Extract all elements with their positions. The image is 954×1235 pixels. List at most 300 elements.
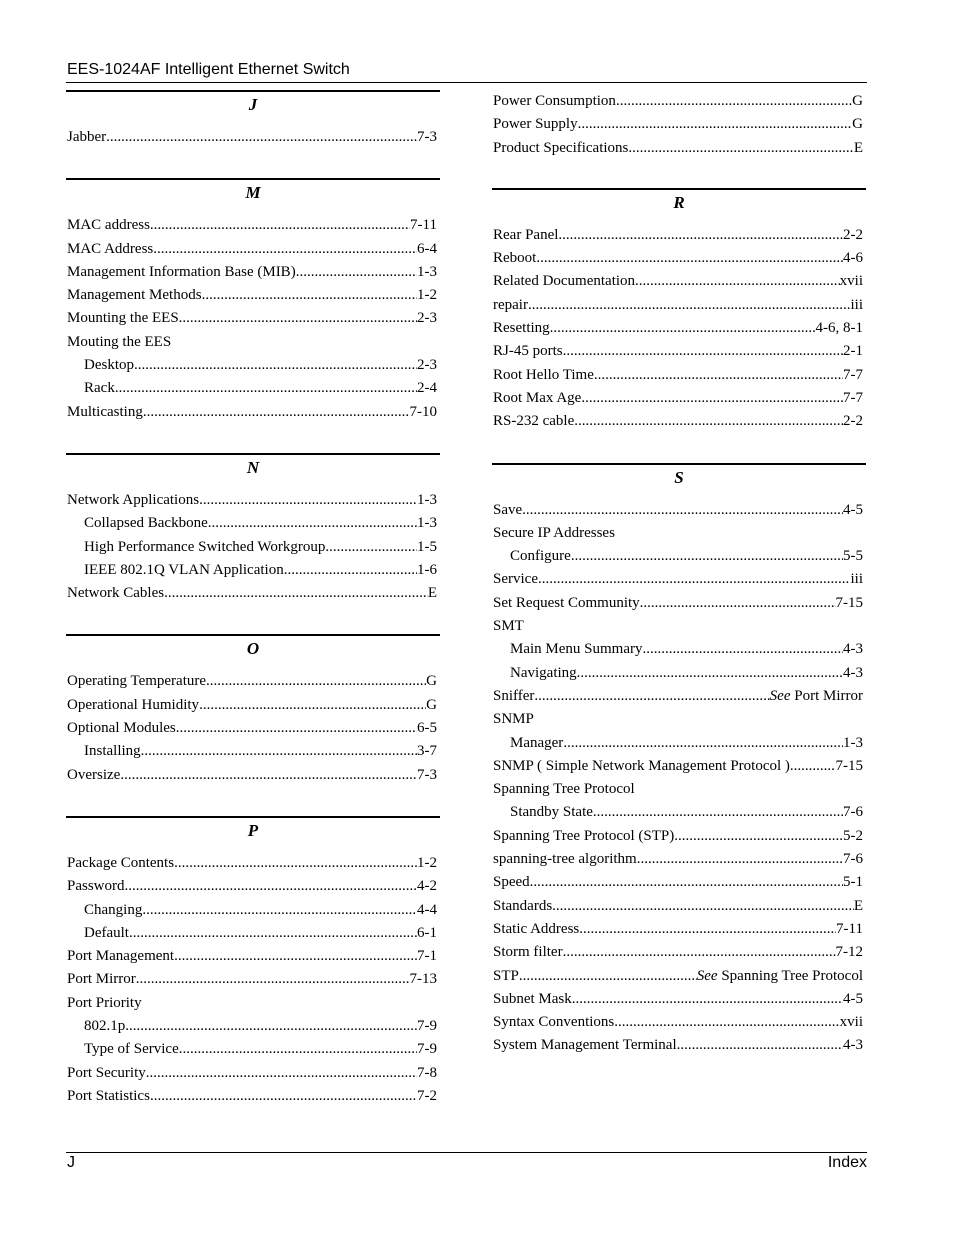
index-entry — [492, 1011, 866, 1034]
page-number: 7-8 — [417, 1064, 437, 1081]
index-entry — [492, 895, 866, 918]
dot-leader — [143, 401, 410, 424]
page-number: 1-5 — [417, 538, 437, 555]
page-number: 6-5 — [417, 720, 437, 737]
page-number: 7-3 — [417, 766, 437, 783]
index-column-left — [66, 90, 440, 1137]
index-entry — [66, 489, 440, 512]
index-entry — [492, 708, 866, 731]
page-number: 7-11 — [836, 920, 863, 937]
index-entry — [492, 568, 866, 591]
page-number: 5-2 — [843, 827, 863, 844]
index-entry — [492, 137, 866, 160]
index-term: Password — [67, 878, 125, 895]
index-page-reference — [417, 1015, 437, 1038]
index-page-reference — [417, 1062, 437, 1085]
page-number: 7-1 — [417, 948, 437, 965]
dot-leader — [558, 224, 843, 247]
dot-leader — [581, 387, 843, 410]
index-page-reference — [417, 512, 437, 535]
index-page-reference — [843, 801, 863, 824]
index-page-reference — [843, 638, 863, 661]
page-number: 7-15 — [835, 594, 863, 611]
index-page-reference — [417, 852, 437, 875]
index-page-reference — [426, 694, 437, 717]
index-page-reference — [843, 825, 863, 848]
see-reference-label: See — [696, 967, 718, 984]
dot-leader — [674, 825, 843, 848]
index-term: Mouting the EES — [67, 333, 172, 350]
dot-leader — [125, 875, 417, 898]
index-entry — [492, 755, 866, 778]
page-number: 7-11 — [410, 217, 437, 234]
index-subentry — [66, 1015, 440, 1038]
index-entry — [492, 848, 866, 871]
index-term: Multicasting — [67, 403, 143, 420]
index-term: Main Menu Summary — [510, 641, 643, 658]
index-page-reference — [417, 559, 437, 582]
index-term: SNMP — [493, 711, 534, 728]
page-number: 5-1 — [843, 874, 863, 891]
page-number: 7-2 — [417, 1087, 437, 1104]
index-entry — [66, 945, 440, 968]
index-term: Management Methods — [67, 287, 202, 304]
index-subentry — [66, 512, 440, 535]
dot-leader — [640, 592, 836, 615]
section-letter-heading: J — [248, 95, 258, 114]
index-entry — [492, 224, 866, 247]
index-term: STP — [493, 967, 519, 984]
index-entry — [66, 582, 440, 605]
dot-leader — [174, 852, 417, 875]
index-entry — [492, 871, 866, 894]
dot-leader — [208, 512, 417, 535]
dot-leader — [146, 1062, 417, 1085]
index-page-reference — [843, 545, 863, 568]
dot-leader — [614, 1011, 839, 1034]
dot-leader — [628, 137, 853, 160]
index-subentry — [492, 662, 866, 685]
index-page-reference — [843, 988, 863, 1011]
index-term: Standards — [493, 897, 553, 914]
page-number: 1-3 — [843, 734, 863, 751]
page-number: 7-3 — [417, 129, 437, 145]
index-entry — [492, 941, 866, 964]
index-entry — [492, 685, 866, 708]
page-number: 2-1 — [843, 343, 863, 360]
index-page-reference — [843, 224, 863, 247]
page-number: 4-3 — [843, 664, 863, 681]
index-term: Subnet Mask — [493, 990, 572, 1007]
page-number: 4-5 — [843, 990, 863, 1007]
page-number: E — [853, 139, 863, 156]
footer-section-name: Index — [827, 1154, 867, 1171]
index-term: System Management Terminal — [493, 1037, 677, 1054]
index-entry — [492, 499, 866, 522]
index-entry — [66, 852, 440, 875]
page-number: iii — [850, 296, 863, 313]
dot-leader — [637, 848, 843, 871]
index-page-reference — [417, 307, 437, 330]
index-entry — [492, 113, 866, 136]
index-term: Default — [84, 924, 129, 941]
dot-leader — [538, 568, 851, 591]
index-entry — [66, 307, 440, 330]
page-number: 5-5 — [843, 548, 863, 565]
index-term: Network Cables — [67, 585, 165, 602]
index-term: Service — [493, 571, 538, 588]
dot-leader — [594, 364, 843, 387]
index-page-reference — [417, 261, 437, 284]
index-entry — [492, 1034, 866, 1057]
index-term: Navigating — [510, 664, 577, 681]
dot-leader — [179, 1038, 417, 1061]
index-term: Changing — [84, 901, 143, 918]
page-number: 4-3 — [843, 1037, 863, 1054]
dot-leader — [530, 871, 843, 894]
index-page-reference — [843, 340, 863, 363]
index-page-reference — [417, 899, 437, 922]
index-entry — [66, 214, 440, 237]
page-number: 7-13 — [409, 971, 437, 988]
index-entry — [492, 965, 866, 988]
dot-leader — [643, 638, 844, 661]
index-section — [66, 453, 440, 605]
index-term: Sniffer — [493, 687, 535, 704]
page-number: 7-9 — [417, 1041, 437, 1058]
index-page-reference — [417, 1085, 437, 1108]
index-entry — [66, 1085, 440, 1108]
dot-leader — [616, 90, 852, 113]
index-page-reference — [843, 662, 863, 685]
page-number: 7-10 — [409, 403, 437, 420]
index-page-reference — [816, 317, 864, 340]
index-entry — [66, 1062, 440, 1085]
index-page-reference — [428, 582, 437, 605]
index-entry — [66, 401, 440, 424]
index-term: Resetting — [493, 320, 550, 337]
dot-leader — [563, 340, 843, 363]
page-number: 1-3 — [417, 491, 437, 508]
index-entry — [492, 294, 866, 317]
index-entry — [66, 238, 440, 261]
footer-page-letter: J — [67, 1154, 75, 1171]
index-page-reference — [426, 670, 437, 693]
page-number: Spanning Tree Protocol — [721, 967, 863, 984]
dot-leader — [578, 113, 853, 136]
index-page-reference — [417, 1038, 437, 1061]
page-number: 7-7 — [843, 366, 863, 383]
index-term: Configure — [510, 548, 571, 565]
dot-leader — [563, 941, 836, 964]
dot-leader — [150, 214, 410, 237]
page-number: 2-3 — [417, 310, 437, 327]
dot-leader — [577, 662, 843, 685]
dot-leader — [563, 732, 843, 755]
index-page-reference — [840, 270, 863, 293]
page-number: 2-2 — [843, 413, 863, 430]
index-term: Syntax Conventions — [493, 1014, 615, 1031]
page-number: 1-3 — [417, 515, 437, 532]
index-page-reference — [836, 755, 864, 778]
index-page-reference — [417, 945, 437, 968]
dot-leader — [572, 988, 843, 1011]
index-page-reference — [843, 1034, 863, 1057]
index-page-reference — [843, 410, 863, 433]
index-term: Port Security — [67, 1064, 146, 1081]
index-page-reference — [854, 137, 863, 160]
index-page-reference — [417, 740, 437, 763]
dot-leader — [536, 247, 843, 270]
page-number: 4-5 — [843, 501, 863, 518]
index-term: Related Documentation — [493, 273, 636, 290]
dot-leader — [574, 410, 843, 433]
index-term: SMT — [493, 618, 524, 635]
index-page-reference — [843, 848, 863, 871]
index-entry — [492, 387, 866, 410]
index-term: MAC Address — [67, 240, 154, 257]
dot-leader — [206, 670, 426, 693]
page-number: xvii — [839, 1014, 863, 1031]
dot-leader — [141, 740, 417, 763]
index-page-reference — [697, 965, 863, 988]
index-entry — [492, 988, 866, 1011]
index-page-reference — [843, 364, 863, 387]
index-entry — [66, 284, 440, 307]
dot-leader — [284, 559, 417, 582]
index-page-reference — [843, 499, 863, 522]
dot-leader — [579, 918, 836, 941]
index-entry — [66, 968, 440, 991]
index-entry — [492, 270, 866, 293]
index-section — [492, 463, 866, 1058]
page-number: 3-7 — [417, 743, 437, 760]
index-term: IEEE 802.1Q VLAN Application — [84, 561, 284, 578]
index-section — [66, 178, 440, 424]
index-subentry — [66, 1038, 440, 1061]
index-entry — [492, 340, 866, 363]
index-subentry — [66, 922, 440, 945]
index-entry — [492, 410, 866, 433]
index-page-reference — [417, 284, 437, 307]
page-number: 7-6 — [843, 851, 863, 868]
index-entry — [492, 522, 866, 545]
index-subentry — [492, 732, 866, 755]
continued-entries — [492, 90, 866, 160]
see-reference-label: See — [769, 687, 791, 704]
index-entry — [66, 261, 440, 284]
index-term: Product Specifications — [493, 139, 629, 156]
index-term: Storm filter — [493, 944, 563, 961]
index-term: Manager — [510, 734, 564, 751]
dot-leader — [571, 545, 843, 568]
dot-leader — [790, 755, 836, 778]
page-number: 4-6 — [843, 250, 863, 267]
dot-leader — [134, 354, 417, 377]
page-number: 1-2 — [417, 854, 437, 871]
index-term: Package Contents — [67, 854, 175, 871]
index-term: Port Mirror — [67, 971, 136, 988]
index-entry — [492, 918, 866, 941]
index-section — [492, 188, 866, 434]
index-page-reference — [417, 717, 437, 740]
index-subentry — [66, 899, 440, 922]
index-term: Root Hello Time — [493, 366, 594, 383]
index-page-reference — [852, 90, 863, 113]
page-number: 6-4 — [417, 240, 437, 257]
index-term: Secure IP Addresses — [493, 524, 615, 541]
dot-leader — [552, 895, 854, 918]
dot-leader — [522, 499, 843, 522]
dot-leader — [534, 685, 769, 708]
index-term: Set Request Community — [493, 594, 640, 611]
index-term: MAC address — [67, 217, 150, 234]
section-letter-heading: O — [246, 639, 260, 659]
dot-leader — [199, 489, 417, 512]
index-term: repair — [493, 296, 528, 313]
dot-leader — [120, 764, 417, 787]
index-page-reference — [410, 214, 437, 237]
index-term: Collapsed Backbone — [84, 515, 208, 532]
index-term: Oversize — [67, 766, 121, 783]
index-term: Root Max Age — [493, 389, 582, 406]
dot-leader — [202, 284, 417, 307]
dot-leader — [164, 582, 428, 605]
index-entry — [492, 317, 866, 340]
page-number: G — [852, 116, 863, 133]
page-number: G — [426, 696, 437, 713]
index-entry — [492, 90, 866, 113]
index-page-reference — [843, 732, 863, 755]
page-number: iii — [850, 571, 863, 588]
index-term: Jabber — [67, 129, 107, 145]
index-page-reference — [410, 401, 438, 424]
index-entry — [66, 670, 440, 693]
index-term: Port Statistics — [67, 1087, 150, 1104]
page-number: 2-3 — [417, 357, 437, 374]
page-number: 7-15 — [835, 757, 863, 774]
index-term: Network Applications — [67, 491, 200, 508]
dot-leader — [129, 922, 417, 945]
index-term: Type of Service — [84, 1041, 179, 1058]
dot-leader — [153, 238, 417, 261]
dot-leader — [199, 694, 426, 717]
page-number: 2-2 — [843, 226, 863, 243]
index-term: Rear Panel — [493, 226, 559, 243]
index-term: RS-232 cable — [493, 413, 575, 430]
index-page-reference — [850, 568, 863, 591]
page-number: E — [853, 897, 863, 914]
document-header-title: EES-1024AF Intelligent Ethernet Switch — [67, 61, 350, 78]
index-term: Desktop — [84, 357, 134, 374]
page-number: 4-4 — [417, 901, 437, 918]
index-page-reference — [417, 354, 437, 377]
index-term: spanning-tree algorithm — [493, 851, 637, 868]
index-entry — [66, 875, 440, 898]
dot-leader — [125, 1015, 417, 1038]
index-term: Operating Temperature — [67, 673, 207, 690]
index-page-reference — [836, 941, 864, 964]
index-term: Optional Modules — [67, 720, 176, 737]
page-number: xvii — [839, 273, 863, 290]
page-number: 6-1 — [417, 924, 437, 941]
page-number: 7-9 — [417, 1018, 437, 1035]
index-term: Standby State — [510, 804, 593, 821]
page-number: 7-6 — [843, 804, 863, 821]
index-entry — [66, 126, 440, 149]
index-section — [66, 90, 440, 149]
section-letter-heading: P — [247, 820, 259, 840]
index-term: Rack — [84, 380, 115, 397]
page-number: G — [852, 93, 863, 109]
section-letter-heading: M — [245, 183, 261, 203]
page-number: 1-3 — [417, 263, 437, 280]
page-number: 4-2 — [417, 878, 437, 895]
index-term: Static Address — [493, 920, 580, 937]
dot-leader — [150, 1085, 417, 1108]
index-entry — [66, 331, 440, 354]
index-page-reference — [410, 968, 438, 991]
index-page-reference — [417, 922, 437, 945]
dot-leader — [325, 536, 417, 559]
index-page-reference — [417, 764, 437, 787]
index-page-reference — [770, 685, 863, 708]
index-term: Power Consumption — [493, 93, 616, 109]
index-term: Operational Humidity — [67, 696, 200, 713]
index-term: Spanning Tree Protocol — [493, 781, 635, 798]
dot-leader — [550, 317, 816, 340]
index-page-reference — [417, 489, 437, 512]
dot-leader — [174, 945, 417, 968]
dot-leader — [142, 899, 417, 922]
index-term: High Performance Switched Workgroup — [84, 538, 326, 555]
index-subentry — [66, 354, 440, 377]
index-page-reference — [417, 126, 437, 149]
dot-leader — [176, 717, 417, 740]
dot-leader — [519, 965, 697, 988]
index-subentry — [492, 545, 866, 568]
dot-leader — [106, 126, 417, 149]
index-page-reference — [854, 895, 863, 918]
index-page-reference — [417, 536, 437, 559]
index-term: Management Information Base (MIB) — [67, 263, 296, 280]
dot-leader — [593, 801, 843, 824]
index-term: Mounting the EES — [67, 310, 179, 327]
index-term: Speed — [493, 874, 530, 891]
index-page-reference — [836, 592, 864, 615]
dot-leader — [179, 307, 417, 330]
index-entry — [66, 717, 440, 740]
index-subentry — [66, 559, 440, 582]
page-number: 7-7 — [843, 389, 863, 406]
index-subentry — [492, 801, 866, 824]
index-term: RJ-45 ports — [493, 343, 563, 360]
index-subentry — [492, 638, 866, 661]
footer-rule — [66, 1152, 867, 1153]
page-number: 1-6 — [417, 561, 437, 578]
dot-leader — [296, 261, 417, 284]
index-term: Power Supply — [493, 116, 578, 133]
index-page-reference — [840, 1011, 863, 1034]
index-page-reference — [836, 918, 863, 941]
page-number: 7-12 — [835, 944, 863, 961]
index-page-reference — [417, 875, 437, 898]
index-page-reference — [417, 377, 437, 400]
section-letter-heading: S — [674, 467, 684, 487]
index-page-reference — [843, 387, 863, 410]
dot-leader — [635, 270, 840, 293]
index-section — [66, 634, 440, 786]
